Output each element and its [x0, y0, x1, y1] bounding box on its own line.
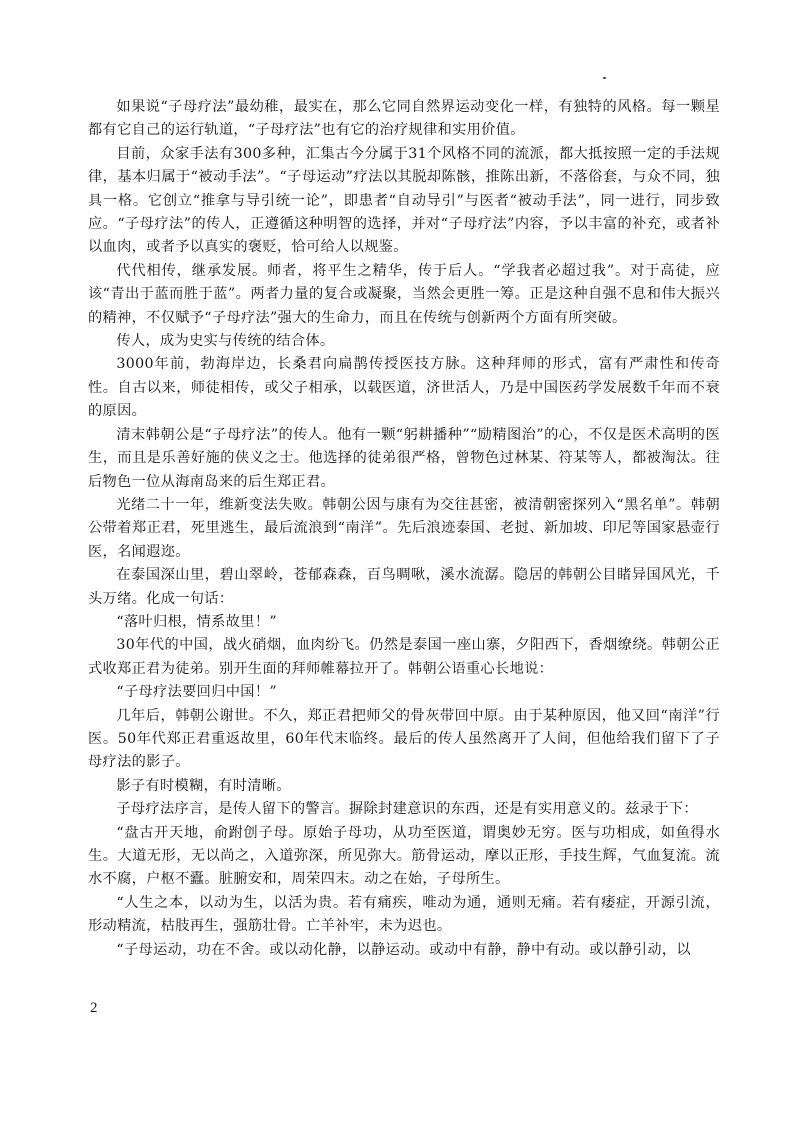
paragraph-8: 在泰国深山里，碧山翠岭，苍郁森森，百鸟啁啾，溪水流潺。隐居的韩朝公目睹异国风光，千头万绪。化成一句话：	[88, 567, 720, 607]
paragraph-4: 传人，成为史实与传统的结合体。	[116, 333, 335, 350]
paragraph-11: 影子有时模糊，有时清晰。	[116, 777, 291, 794]
paragraph-6: 清末韩朝公是“子母疗法”的传人。他有一颗“躬耕播种”“励精图治”的心，不仅是医术高明的医生，而且是乐善好施的侠义之士。他选择的徒弟很严格，曾物色过林某、符某等人，都被淘汰。往后物色一位从海南岛来的后生郑正君。	[88, 426, 720, 490]
quote-1: “落叶归根，情系故里！”	[116, 613, 277, 630]
paragraph-5: 3000年前，勃海岸边，长桑君向扁鹊传授医技方脉。这种拜师的形式，富有严肃性和传奇性。自古以来，师徒相传，或父子相承，以载医道，济世活人，乃是中国医药学发展数千年而不衰的原因。	[88, 356, 720, 420]
paragraph-2: 目前，众家手法有300多种，汇集古今分属于31个风格不同的流派，都大抵按照一定的手法规律，基本归属于“被动手法”。“子母运动”疗法以其脱却陈骸，推陈出新，不落俗套，与众不同，独具一格。它创立“推拿与导引统一论”，即患者“自动导引”与医者“被动手法”，同一进行，同步致应。“子母疗法”的传人，正遵循这种明智的选择，并对“子母疗法”内容，予以丰富的补充，或者补以血肉，或者予以真实的褒贬，恰可给人以规鉴。	[88, 145, 720, 256]
preface-quote-1: “盘古开天地，俞跗创子母。原始子母功，从功至医道，谓奥妙无穷。医与功相成，如鱼得水生。大道无形，无以尚之，入道弥深，所见弥大。筋骨运动，摩以正形，手技生辉，气血复流。流水不腐，户枢不蠹。脏腑安和，周荣四末。动之在始，子母所生。	[88, 824, 720, 888]
paragraph-1: 如果说“子母疗法”最幼稚，最实在，那么它同自然界运动变化一样，有独特的风格。每一颗星都有它自己的运行轨道，“子母疗法”也有它的治疗规律和实用价值。	[88, 99, 720, 139]
paragraph-3: 代代相传，继承发展。师者，将平生之精华，传于后人。“学我者必超过我”。对于高徒，应该“青出于蓝而胜于蓝”。两者力量的复合或凝聚，当然会更胜一筹。正是这种自强不息和伟大振兴的精神，不仅赋予“子母疗法”强大的生命力，而且在传统与创新两个方面有所突破。	[88, 262, 720, 326]
paragraph-12: 子母疗法序言，是传人留下的警言。摒除封建意识的东西，还是有实用意义的。兹录于下：	[116, 801, 698, 818]
page-number: 2	[90, 1000, 98, 1016]
quote-2: “子母疗法要回归中国！”	[116, 684, 277, 701]
preface-quote-3: “子母运动，功在不舍。或以动化静，以静运动。或动中有静，静中有动。或以静引动，以	[116, 941, 691, 958]
paragraph-7: 光绪二十一年，维新变法失败。韩朝公因与康有为交往甚密，被清朝密探列入“黑名单”。韩朝公带着郑正君，死里逃生，最后流浪到“南洋”。先后浪迹泰国、老挝、新加坡、印尼等国家悬壶行医，名闻遐迩。	[88, 496, 720, 560]
paragraph-9: 30年代的中国，战火硝烟，血肉纷飞。仍然是泰国一座山寨，夕阳西下，香烟缭绕。韩朝公正式收郑正君为徒弟。别开生面的拜师帷幕拉开了。韩朝公语重心长地说：	[88, 637, 720, 677]
body-text	[88, 96, 720, 962]
preface-quote-2: “人生之本，以动为生，以活为贵。若有痛疾，唯动为通，通则无痛。若有痿症，开源引流，形动精流，枯肢再生，强筋壮骨。亡羊补牢，未为迟也。	[88, 894, 720, 935]
scan-speck	[603, 77, 606, 79]
paragraph-10: 几年后，韩朝公谢世。不久，郑正君把师父的骨灰带回中原。由于某种原因，他又回“南洋”行医。50年代郑正君重返故里，60年代末临终。最后的传人虽然离开了人间，但他给我们留下了子母疗法的影子。	[88, 707, 720, 771]
